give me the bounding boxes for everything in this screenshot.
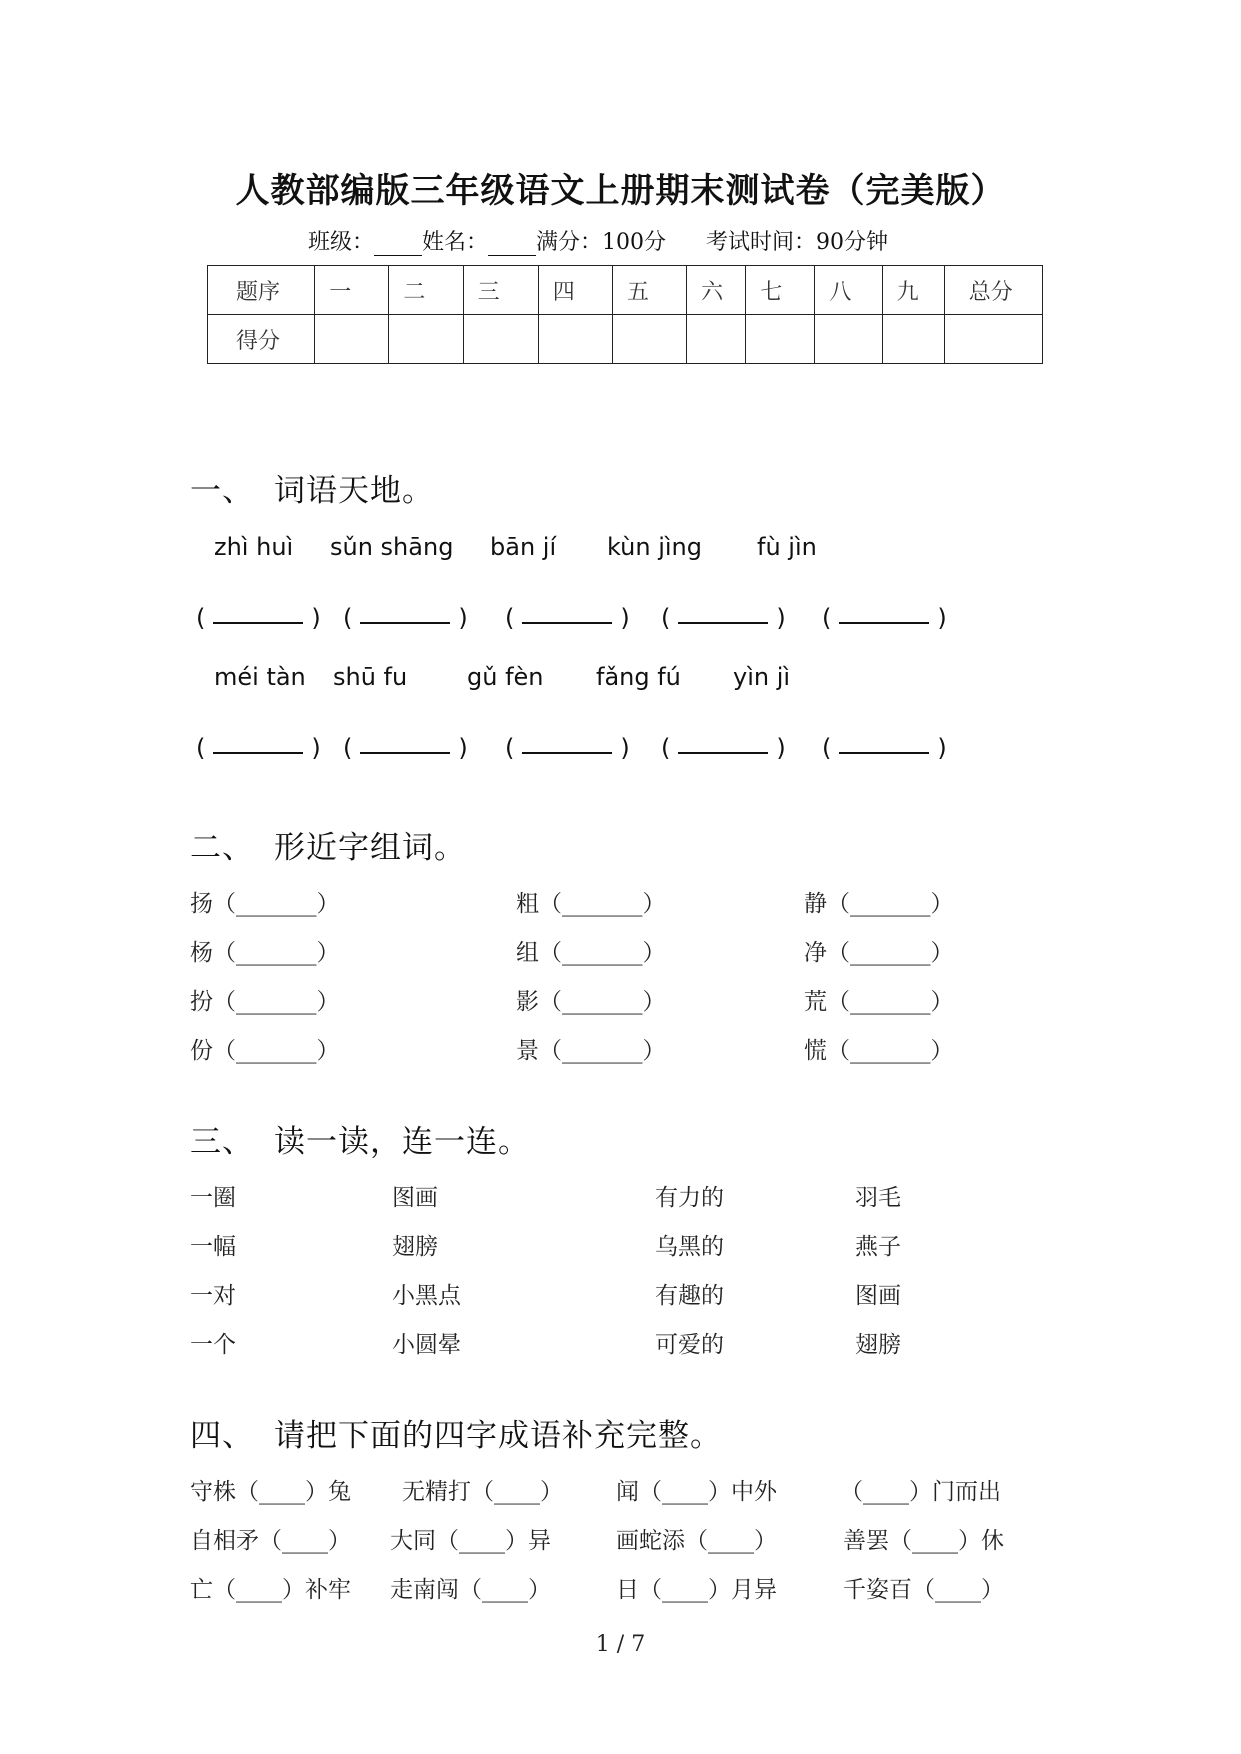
header-cell: 一: [315, 266, 389, 315]
header-cell: 二: [389, 266, 463, 315]
class-blank[interactable]: [374, 231, 422, 256]
score-cell[interactable]: [944, 315, 1042, 364]
score-table-row: [208, 315, 1043, 364]
match-item[interactable]: 一圈: [190, 1185, 236, 1211]
header-cell: 三: [463, 266, 538, 315]
pinyin: kùn jìng: [607, 533, 702, 561]
score-cell[interactable]: [315, 315, 389, 364]
header-cell: 七: [746, 266, 815, 315]
word-item[interactable]: 荒（_______）: [804, 989, 954, 1015]
header-cell: 四: [538, 266, 612, 315]
score-cell[interactable]: [463, 315, 538, 364]
score-table-header: [208, 266, 1043, 315]
header-cell: 六: [687, 266, 746, 315]
exam-time: 考试时间：90分钟: [706, 230, 889, 255]
word-item[interactable]: 景（_______）: [516, 1038, 666, 1064]
section-title: 请把下面的四字成语补充完整。: [274, 1418, 722, 1454]
pinyin: yìn jì: [733, 663, 791, 691]
score-cell[interactable]: [538, 315, 612, 364]
answer-blank[interactable]: ( ): [505, 600, 630, 632]
idiom-item[interactable]: 守株（____）兔: [190, 1479, 351, 1505]
answer-blank[interactable]: ( ): [822, 600, 947, 632]
pinyin: fù jìn: [757, 533, 817, 561]
row-label: 得分: [208, 315, 315, 364]
section-number: 三、: [190, 1124, 254, 1160]
word-item[interactable]: 净（_______）: [804, 940, 954, 966]
page-number: 1 / 7: [595, 1632, 646, 1657]
section-number: 二、: [190, 830, 254, 866]
word-item[interactable]: 组（_______）: [516, 940, 666, 966]
header-cell: 题序: [208, 266, 315, 315]
word-item[interactable]: 影（_______）: [516, 989, 666, 1015]
score-table: [207, 265, 1043, 364]
idiom-item[interactable]: 千姿百（____）: [843, 1577, 1004, 1603]
word-item[interactable]: 静（_______）: [804, 891, 954, 917]
match-item[interactable]: 一幅: [190, 1234, 236, 1260]
pinyin: bān jí: [490, 533, 557, 561]
match-item[interactable]: 有力的: [655, 1185, 724, 1211]
word-item[interactable]: 份（_______）: [190, 1038, 340, 1064]
section-number: 一、: [190, 473, 254, 509]
idiom-item[interactable]: 画蛇添（____）: [616, 1528, 777, 1554]
section-title: 词语天地。: [274, 473, 434, 509]
answer-blank[interactable]: ( ): [822, 730, 947, 762]
idiom-item[interactable]: 善罢（____）休: [843, 1528, 1004, 1554]
answer-blank[interactable]: ( ): [196, 730, 321, 762]
answer-blank[interactable]: ( ): [661, 730, 786, 762]
score-cell[interactable]: [389, 315, 463, 364]
word-item[interactable]: 杨（_______）: [190, 940, 340, 966]
section-4-heading: [190, 1410, 722, 1455]
match-item[interactable]: 翅膀: [855, 1332, 901, 1358]
match-item[interactable]: 一个: [190, 1332, 236, 1358]
pinyin: zhì huì: [214, 533, 294, 561]
answer-blank[interactable]: ( ): [343, 600, 468, 632]
match-item[interactable]: 可爱的: [655, 1332, 724, 1358]
score-cell[interactable]: [687, 315, 746, 364]
answer-blank[interactable]: ( ): [661, 600, 786, 632]
word-item[interactable]: 慌（_______）: [804, 1038, 954, 1064]
word-item[interactable]: 粗（_______）: [516, 891, 666, 917]
section-title: 形近字组词。: [274, 830, 466, 866]
idiom-item[interactable]: 闻（____）中外: [616, 1479, 777, 1505]
section-1-heading: [190, 465, 434, 510]
match-item[interactable]: 翅膀: [392, 1234, 438, 1260]
answer-blank[interactable]: ( ): [343, 730, 468, 762]
match-item[interactable]: 有趣的: [655, 1283, 724, 1309]
full-score: 满分：100分: [536, 230, 667, 255]
answer-blank[interactable]: ( ): [196, 600, 321, 632]
score-cell[interactable]: [612, 315, 686, 364]
class-label: 班级：: [308, 230, 375, 255]
word-item[interactable]: 扮（_______）: [190, 989, 340, 1015]
idiom-item[interactable]: 日（____）月异: [616, 1577, 777, 1603]
section-3-heading: [190, 1116, 530, 1161]
match-item[interactable]: 燕子: [855, 1234, 901, 1260]
idiom-item[interactable]: 自相矛（____）: [190, 1528, 351, 1554]
header-cell: 五: [612, 266, 686, 315]
match-item[interactable]: 小圆晕: [392, 1332, 461, 1358]
header-cell: 九: [882, 266, 944, 315]
idiom-item[interactable]: （____）门而出: [840, 1479, 1001, 1505]
match-item[interactable]: 乌黑的: [655, 1234, 724, 1260]
match-item[interactable]: 一对: [190, 1283, 236, 1309]
pinyin: fǎng fú: [596, 663, 681, 691]
match-item[interactable]: 图画: [392, 1185, 438, 1211]
idiom-item[interactable]: 无精打（____）: [402, 1479, 563, 1505]
match-item[interactable]: 图画: [855, 1283, 901, 1309]
page-title: 人教部编版三年级语文上册期末测试卷（完美版）: [235, 171, 1006, 211]
idiom-item[interactable]: 大同（____）异: [390, 1528, 551, 1554]
word-item[interactable]: 扬（_______）: [190, 891, 340, 917]
score-cell[interactable]: [746, 315, 815, 364]
section-2-heading: [190, 822, 466, 867]
section-number: 四、: [190, 1418, 254, 1454]
score-cell[interactable]: [815, 315, 882, 364]
pinyin: gǔ fèn: [467, 663, 544, 691]
header-cell: 总分: [944, 266, 1042, 315]
idiom-item[interactable]: 走南闯（____）: [390, 1577, 551, 1603]
match-item[interactable]: 小黑点: [392, 1283, 461, 1309]
name-blank[interactable]: [488, 231, 536, 256]
answer-blank[interactable]: ( ): [505, 730, 630, 762]
match-item[interactable]: 羽毛: [855, 1185, 901, 1211]
score-cell[interactable]: [882, 315, 944, 364]
exam-info: [308, 225, 888, 256]
section-title: 读一读，连一连。: [274, 1124, 530, 1160]
pinyin: sǔn shāng: [330, 533, 454, 561]
pinyin: méi tàn: [214, 663, 306, 691]
name-label: 姓名：: [422, 230, 489, 255]
header-cell: 八: [815, 266, 882, 315]
idiom-item[interactable]: 亡（____）补牢: [190, 1577, 351, 1603]
pinyin: shū fu: [333, 663, 408, 691]
